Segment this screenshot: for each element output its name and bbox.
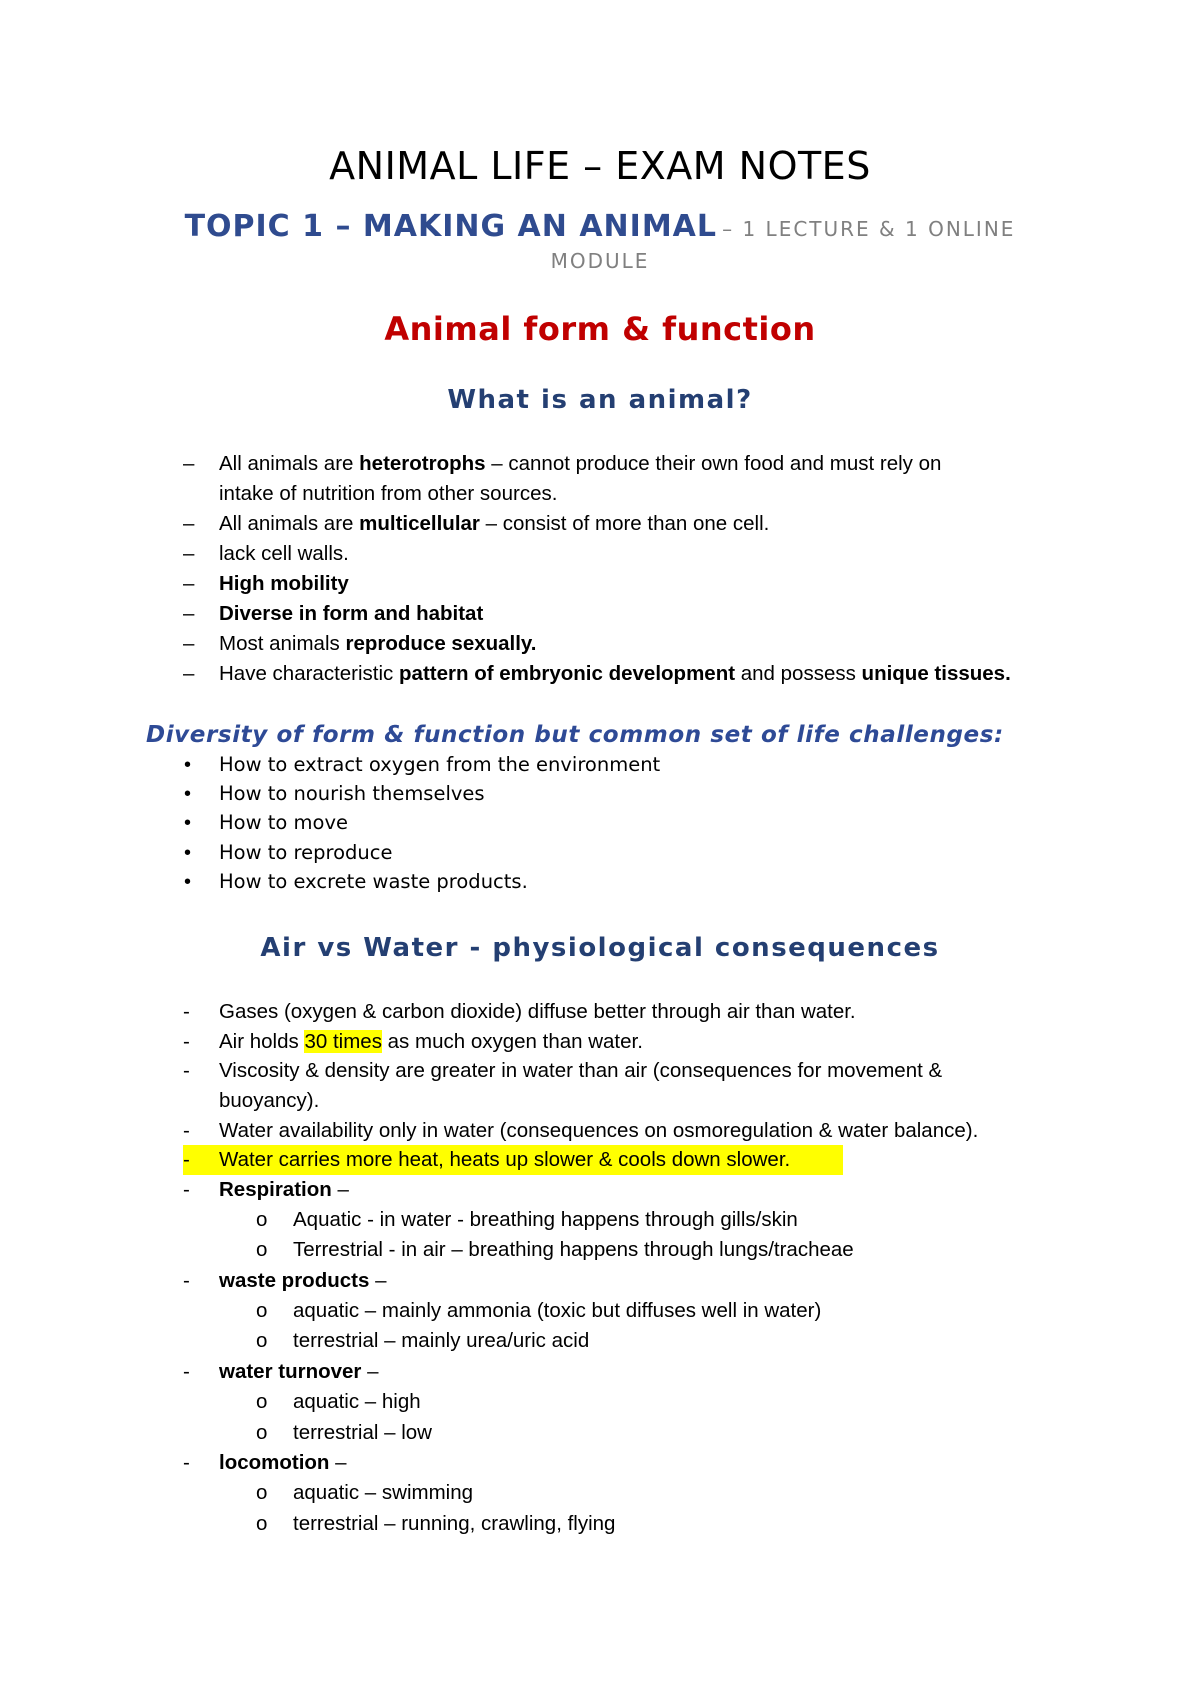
sub-list-item: o terrestrial – low: [0, 1418, 1200, 1448]
list-item: - water turnover –: [0, 1357, 1200, 1387]
circle-marker: o: [256, 1329, 268, 1352]
bullet-marker: •: [184, 783, 192, 805]
list-item: – All animals are multicellular – consist of more than one cell.: [0, 509, 1200, 539]
list-item: • How to extract oxygen from the environment: [0, 750, 1200, 780]
sub-list-item: o terrestrial – running, crawling, flying: [0, 1509, 1200, 1539]
highlight: 30 times: [304, 1030, 382, 1053]
dash-marker: –: [183, 542, 195, 565]
list-item: – Most animals reproduce sexually.: [0, 629, 1200, 659]
list-item: - Gases (oxygen & carbon dioxide) diffuse better through air than water.: [0, 997, 1200, 1027]
heading-diversity: Diversity of form & function but common set of life challenges:: [146, 722, 1004, 748]
circle-marker: o: [256, 1481, 268, 1504]
dash-marker: -: [183, 1451, 190, 1474]
list-item: – High mobility: [0, 569, 1200, 599]
dash-marker: -: [183, 1119, 190, 1142]
circle-marker: o: [256, 1208, 268, 1231]
dash-marker: -: [183, 1178, 190, 1201]
dash-marker: –: [183, 452, 195, 475]
list-item-highlighted: - Water carries more heat, heats up slower & cools down slower.: [0, 1145, 1200, 1175]
dash-marker: –: [183, 512, 195, 535]
list-item: – lack cell walls.: [0, 539, 1200, 569]
list-item: – All animals are heterotrophs – cannot produce their own food and must rely on: [0, 449, 1200, 479]
sub-list-item: o aquatic – swimming: [0, 1478, 1200, 1508]
topic-heading: [140, 209, 1060, 278]
circle-marker: o: [256, 1299, 268, 1322]
circle-marker: o: [256, 1390, 268, 1413]
circle-marker: o: [256, 1421, 268, 1444]
topic-main: TOPIC 1 – MAKING AN ANIMAL: [184, 209, 718, 244]
sub-list-item: o terrestrial – mainly urea/uric acid: [0, 1326, 1200, 1356]
dash-marker: –: [183, 602, 195, 625]
doc-title: ANIMAL LIFE – EXAM NOTES: [329, 144, 871, 188]
list-item: • How to nourish themselves: [0, 779, 1200, 809]
dash-marker: -: [183, 1269, 190, 1292]
dash-marker: -: [183, 1030, 190, 1053]
bullet-marker: •: [184, 871, 192, 893]
list-item: • How to reproduce: [0, 838, 1200, 868]
sub-list-item: o aquatic – high: [0, 1387, 1200, 1417]
circle-marker: o: [256, 1238, 268, 1261]
list-item-continuation: intake of nutrition from other sources.: [219, 482, 558, 505]
list-item: - Air holds 30 times as much oxygen than water.: [0, 1027, 1200, 1057]
list-item: – Diverse in form and habitat: [0, 599, 1200, 629]
list-item: – Have characteristic pattern of embryonic development and possess unique tissues.: [0, 659, 1200, 689]
heading-what-is: What is an animal?: [447, 385, 753, 415]
list-item: • How to excrete waste products.: [0, 867, 1200, 897]
sub-list-item: o aquatic – mainly ammonia (toxic but diffuses well in water): [0, 1296, 1200, 1326]
list-item: - Respiration –: [0, 1175, 1200, 1205]
bullet-marker: •: [184, 754, 192, 776]
list-item: - locomotion –: [0, 1448, 1200, 1478]
sub-list-item: o Terrestrial - in air – breathing happens through lungs/tracheae: [0, 1235, 1200, 1265]
circle-marker: o: [256, 1512, 268, 1535]
list-item-continuation: buoyancy).: [219, 1089, 320, 1112]
heading-air-water: Air vs Water - physiological consequences: [260, 933, 940, 963]
heading-form-function: Animal form & function: [384, 310, 816, 348]
dash-marker: -: [183, 1000, 190, 1023]
list-item: - Viscosity & density are greater in water than air (consequences for movement &: [0, 1056, 1200, 1086]
list-item: • How to move: [0, 808, 1200, 838]
dash-marker: –: [183, 662, 195, 685]
sub-list-item: o Aquatic - in water - breathing happens through gills/skin: [0, 1205, 1200, 1235]
list-item: - waste products –: [0, 1266, 1200, 1296]
dash-marker: -: [183, 1360, 190, 1383]
dash-marker: -: [183, 1148, 190, 1171]
topic-sub: – 1 LECTURE & 1 ONLINE MODULE: [550, 217, 1016, 273]
dash-marker: –: [183, 632, 195, 655]
list-item: - Water availability only in water (consequences on osmoregulation & water balance).: [0, 1116, 1200, 1146]
bullet-marker: •: [184, 812, 192, 834]
dash-marker: -: [183, 1059, 190, 1082]
dash-marker: –: [183, 572, 195, 595]
bullet-marker: •: [184, 842, 192, 864]
